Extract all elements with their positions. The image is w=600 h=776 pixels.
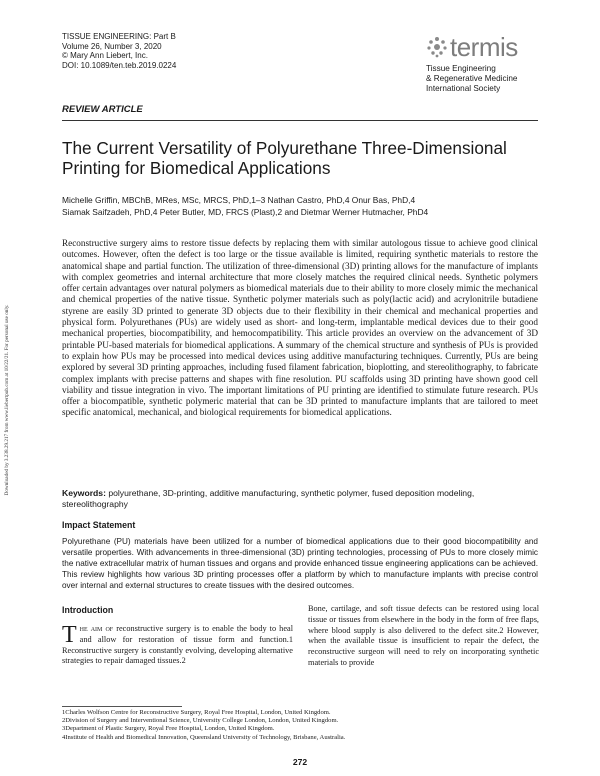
keywords-text: polyurethane, 3D-printing, additive manufacturing, synthetic polymer, fused deposition modeling, stereolithography [62,488,475,509]
journal-name: TISSUE ENGINEERING: Part B [62,32,176,41]
affiliation-2: 2Division of Surgery and Interventional Science, University College London, London, United Kingdom. [62,717,339,725]
authors [62,194,532,218]
authors-line-2: Siamak Saifzadeh, PhD,4 Peter Butler, MD, FRCS (Plast),2 and Dietmar Werner Hutmacher, PhD4 [62,207,429,217]
drop-cap: T [62,622,77,648]
authors-line-1: Michelle Griffin, MBChB, MRes, MSc, MRCS, PhD,1–3 Nathan Castro, PhD,4 Onur Bas, PhD,4 [62,195,416,205]
download-note [2,250,12,550]
introduction-lead: he aim of [79,624,114,633]
journal-doi: DOI: 10.1089/ten.teb.2019.0224 [62,60,177,70]
introduction-heading: Introduction [62,605,114,615]
page-number: 272 [292,757,308,767]
affiliation-3: 3Department of Plastic Surgery, Royal Free Hospital, London, United Kingdom. [62,725,275,733]
introduction-left-text: reconstructive surgery is to enable the body to heal and allow for restoration of tissue form and function.1 Reconstructive surgery is constantly evolving, developing alternative strategies to repair damaged tissues.2 [62,624,293,666]
keywords-label: Keywords: [62,488,106,498]
abstract: Reconstructive surgery aims to restore tissue defects by replacing them with similar autologous tissue to achieve good clinical outcomes. However, often the defect is too large or the tissue available is limited, requiring synthetic materials to restore the anatomical shape and partial function. The utilization of three-dimensional (3D) printing allows for the manufacture of implants with complex geometries and internal architecture that more closely matches the required clinical needs. Synthetic polymers offer certain advantages over natural polymers as biomedical materials due to their ability to more closely mimic the mechanical and chemical properties of the native tissue. Synthetic polymer materials such as poly(lactic acid) and acrylonitrile butadiene styrene are easily 3D printed to generate 3D objects due to their flexibility in their chemical and mechanical properties and physical form. Polyurethanes (PUs) are widely used as short- and long-term, implantable medical devices due to their good mechanical properties, biocompatibility, and hemocompatibility. This article provides an overview on the advancement of 3D printable PU-based materials for biomedical applications. A summary of the chemical structure and synthesis of PUs is provided to explain how PUs may be processed into medical devices using additive manufacturing techniques. Currently, PUs are being explored by several 3D printing approaches, including fused filament fabrication, bioplotting, and stereolithography, to fabricate complex implants with precise patterns and shapes with fine resolution. PU scaffolds using 3D printing have shown good cell viability and tissue integration in vivo. The important limitations of PU printing are identified to stimulate future research. PUs offer a biocompatible, synthetic polymeric material that can be 3D printed to manufacture implants that are tailored to meet specific anatomical, mechanical, and biological requirements for biomedical applications. [62,238,538,418]
affiliation-1: 1Charles Wolfson Centre for Reconstructive Surgery, Royal Free Hospital, London, United Kingdom. [62,709,331,716]
article-title: The Current Versatility of Polyurethane Three-Dimensional Printing for Biomedical Applications [62,138,507,178]
download-note-text: Downloaded by 3.238.29.217 from www.liebertpub.com at 10/22/21. For personal use only. [4,304,10,496]
affiliations [62,709,538,742]
logo-line-1: Tissue Engineering [426,64,496,73]
journal-copyright: © Mary Ann Liebert, Inc. [62,51,148,61]
impact-heading: Impact Statement [62,520,136,530]
termis-logo-icon [426,36,448,58]
keywords [62,488,538,510]
affiliation-4: 4Institute of Health and Biomedical Innovation, Queensland University of Technology, Brisbane, Australia. [62,733,346,741]
impact-statement: Polyurethane (PU) materials have been utilized for a number of biomedical applications due to their good biocompatibility and versatile properties. With advancements in three-dimensional (3D) printing technologies, processing of PUs to more closely mimic the native extracellular matrix of human tissues and organs and provide enhanced tissue engineering applications can be achieved. This review highlights how various 3D printing processes offer a platform by which to manufacture implants with precise control over internal and external structures to create tissues with the desired outcomes. [62,537,538,590]
introduction-right-column: Bone, cartilage, and soft tissue defects can be restored using local tissue or tissues from elsewhere in the body in the form of free flaps, where blood supply is also delivered to the defect site.2 However, when the available tissue is insufficient to repair the defect, the reconstructive surgeon will need to rely on incorporating synthetic materials to provide [308,604,539,667]
termis-logo [426,34,566,94]
journal-info [62,32,176,70]
logo-wordmark: termis [450,32,518,62]
journal-volume: Volume 26, Number 3, 2020 [62,41,162,51]
logo-line-2: & Regenerative Medicine [426,74,518,83]
logo-line-3: International Society [426,84,501,93]
footnote-rule [62,706,182,707]
introduction-left-column [62,624,293,667]
article-type: REVIEW ARTICLE [62,104,143,115]
header-rule [62,120,538,121]
